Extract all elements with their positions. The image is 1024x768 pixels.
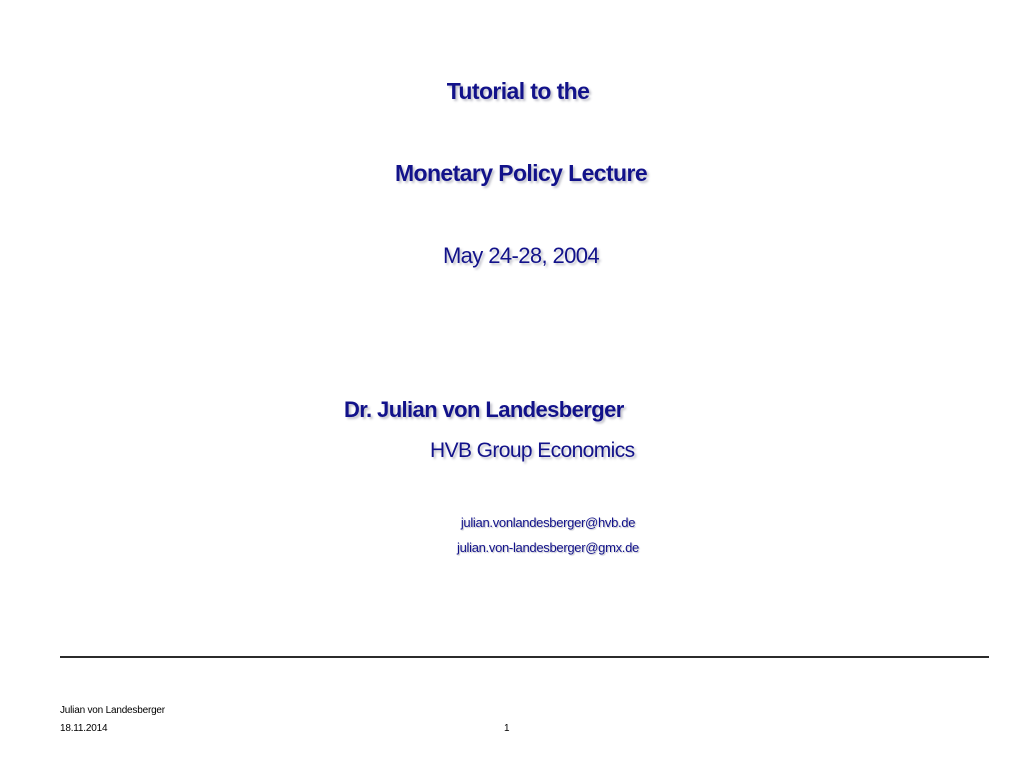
- footer-date: 18.11.2014: [60, 723, 108, 734]
- footer-divider: [60, 656, 989, 658]
- page-number: 1: [504, 723, 510, 734]
- author-name: Dr. Julian von Landesberger: [344, 397, 624, 422]
- email-link-gmx[interactable]: julian.von-landesberger@gmx.de: [457, 540, 639, 555]
- footer-author: Julian von Landesberger: [60, 705, 165, 716]
- affiliation: HVB Group Economics: [430, 439, 635, 462]
- email-link-hvb[interactable]: julian.vonlandesberger@hvb.de: [460, 515, 636, 530]
- title-line-1: Tutorial to the: [446, 78, 590, 104]
- title-line-2: Monetary Policy Lecture: [394, 160, 648, 186]
- lecture-date: May 24-28, 2004: [442, 243, 600, 268]
